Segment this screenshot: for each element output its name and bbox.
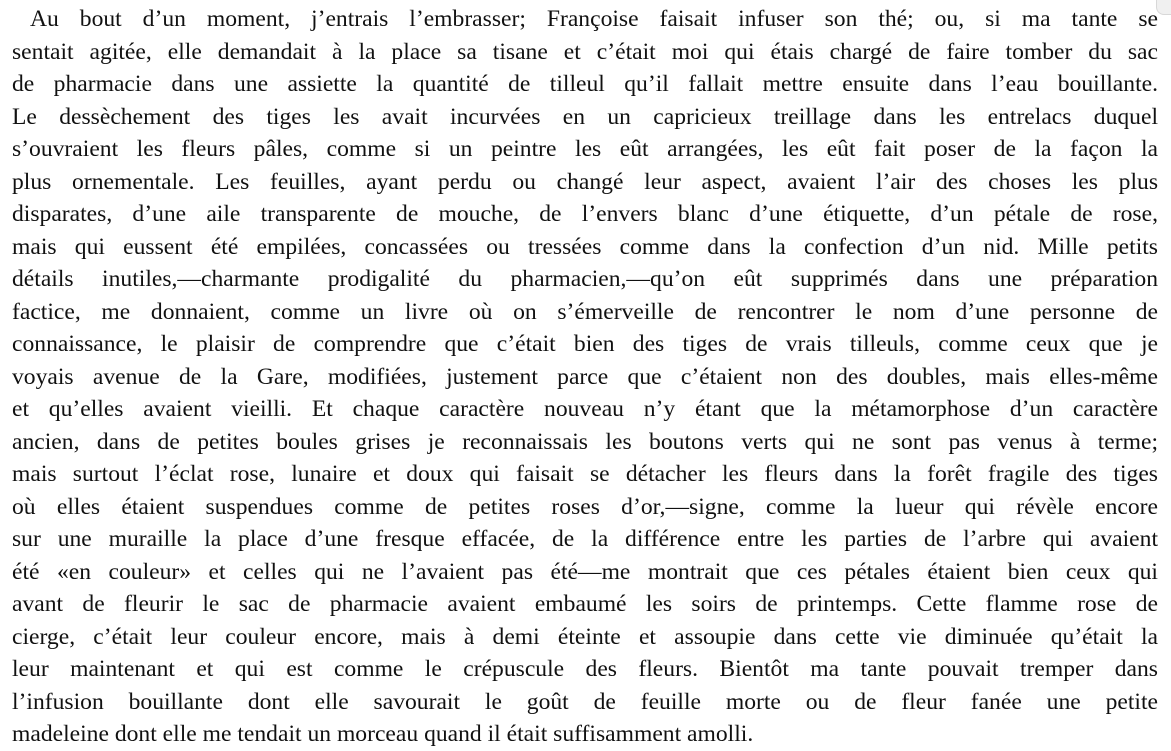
text-line: sentait agitée, elle demandait à la place sa tisane et c’était moi qui étais chargé de faire tomber du sac bbox=[12, 38, 1158, 65]
text-line: été «en couleur» et celles qui ne l’avaient pas été—me montrait que ces pétales étaient bien ceux qui bbox=[12, 558, 1158, 585]
text-line: s’ouvraient les fleurs pâles, comme si un peintre les eût arrangées, les eût fait poser de la façon la bbox=[12, 136, 1158, 162]
window-corner-tab bbox=[1156, 0, 1171, 15]
text-line: connaissance, le plaisir de comprendre que c’était bien des tiges de vrais tilleuls, comme ceux que je bbox=[12, 331, 1158, 357]
text-line: mais surtout l’éclat rose, lunaire et doux qui faisait se détacher les fleurs dans la forêt fragile des tiges bbox=[12, 461, 1158, 487]
text-line: madeleine dont elle me tendait un morceau quand il était suffisamment amolli. bbox=[12, 721, 754, 747]
text-line: cierge, c’était leur couleur encore, mais à demi éteinte et assoupie dans cette vie diminuée qu’était la bbox=[12, 623, 1158, 650]
text-line: où elles étaient suspendues comme de petites roses d’or,—signe, comme la lueur qui révèle encore bbox=[12, 493, 1158, 520]
text-line: détails inutiles,—charmante prodigalité du pharmacien,—qu’on eût supprimés dans une préparation bbox=[12, 266, 1158, 292]
text-line: de pharmacie dans une assiette la quantité de tilleul qu’il fallait mettre ensuite dans l’eau bouillante. bbox=[12, 71, 1158, 97]
text-line: avant de fleurir le sac de pharmacie avaient embaumé les soirs de printemps. Cette flamme rose de bbox=[12, 591, 1158, 617]
text-line: ancien, dans de petites boules grises je reconnaissais les boutons verts qui ne sont pas venus à terme; bbox=[12, 428, 1158, 455]
text-line: sur une muraille la place d’une fresque effacée, de la différence entre les parties de l’arbre qui avaient bbox=[12, 526, 1158, 552]
text-line: leur maintenant et qui est comme le crépuscule des fleurs. Bientôt ma tante pouvait tremper dans bbox=[12, 656, 1158, 682]
text-line: plus ornementale. Les feuilles, ayant perdu ou changé leur aspect, avaient l’air des choses les plus bbox=[12, 168, 1158, 195]
paragraph bbox=[12, 3, 1158, 751]
text-line: Le dessèchement des tiges les avait incurvées en un capricieux treillage dans les entrelacs duquel bbox=[12, 103, 1158, 130]
text-line: et qu’elles avaient vieilli. Et chaque caractère nouveau n’y étant que la métamorphose d’un caractère bbox=[12, 396, 1158, 422]
text-line: Au bout d’un moment, j’entrais l’embrasser; Françoise faisait infuser son thé; ou, si ma tante se bbox=[30, 6, 1158, 32]
text-line: l’infusion bouillante dont elle savourait le goût de feuille morte ou de fleur fanée une petite bbox=[12, 688, 1158, 715]
text-line: voyais avenue de la Gare, modifiées, justement parce que c’étaient non des doubles, mais elles-même bbox=[12, 363, 1158, 390]
text-line: factice, me donnaient, comme un livre où on s’émerveille de rencontrer le nom d’une personne de bbox=[12, 298, 1158, 325]
text-line: mais qui eussent été empilées, concassées ou tressées comme dans la confection d’un nid. Mille petits bbox=[12, 233, 1158, 260]
text-line: disparates, d’une aile transparente de mouche, de l’envers blanc d’une étiquette, d’un pétale de rose, bbox=[12, 201, 1158, 227]
